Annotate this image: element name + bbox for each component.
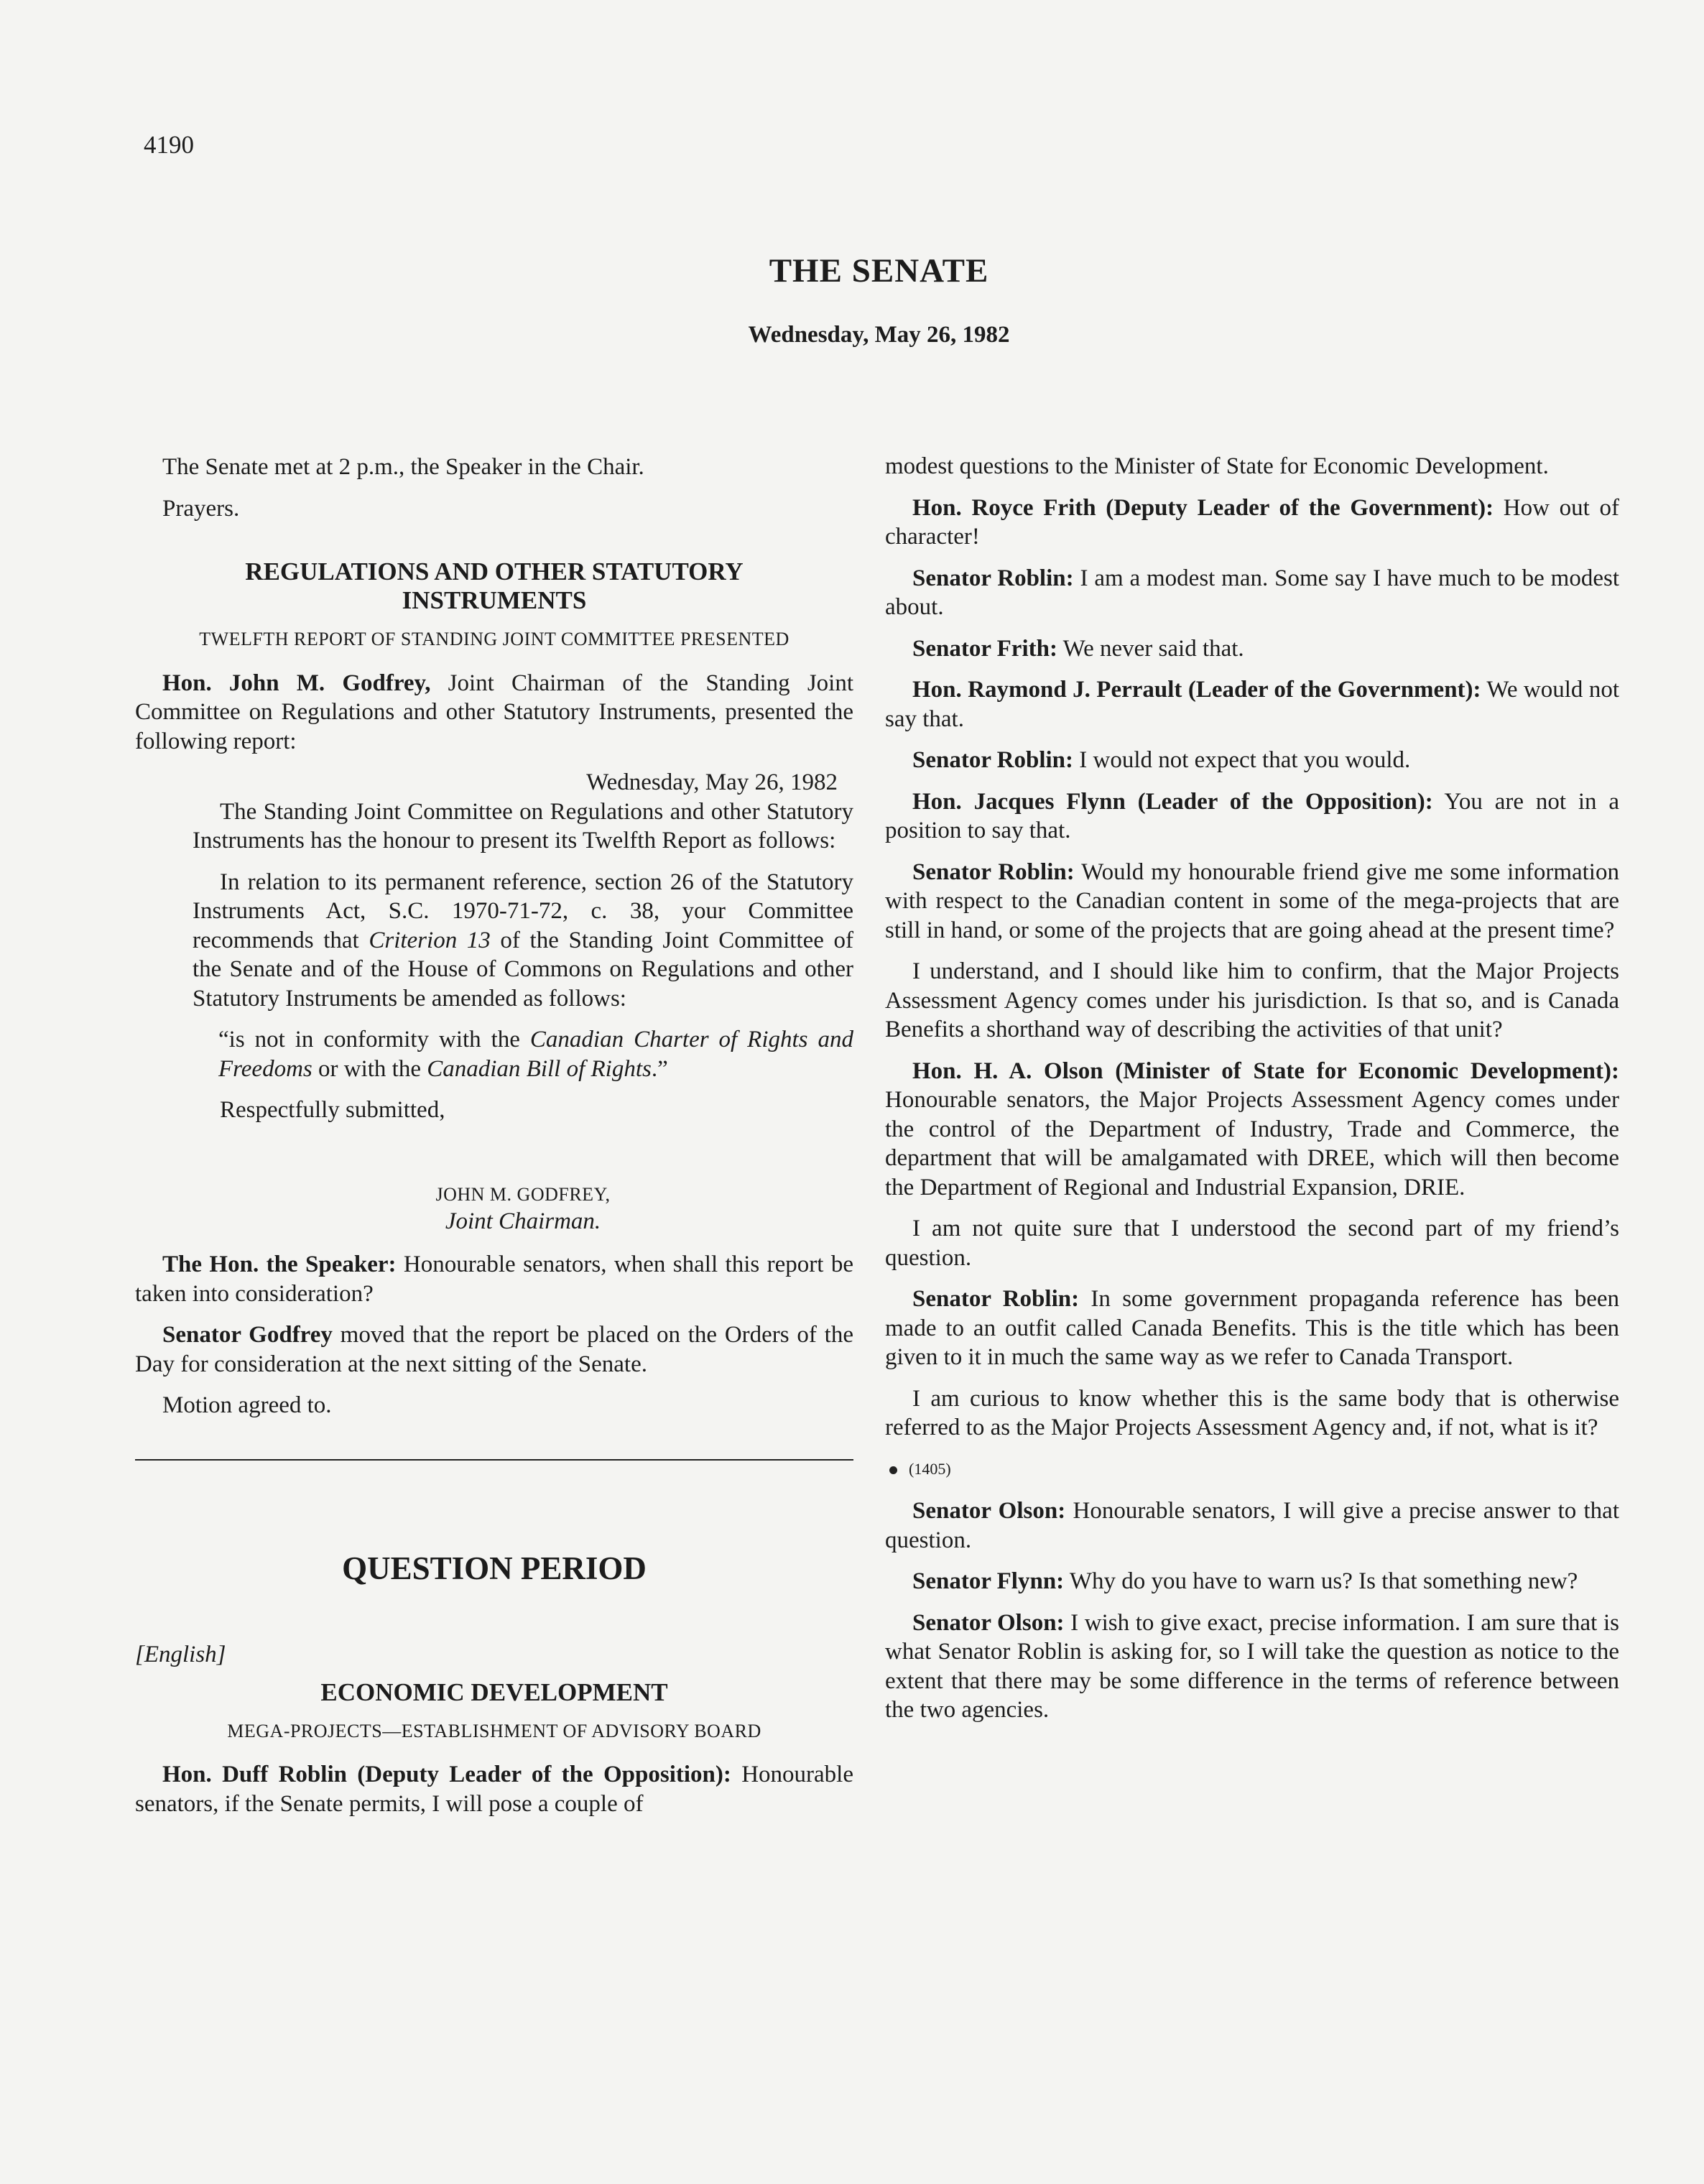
speech-text: moved that the report be placed on the Orders of the Day for consideration at the next sitting of the Senate. bbox=[135, 1322, 853, 1377]
speaker-name: Senator Frith: bbox=[912, 635, 1057, 662]
section-subheading-report: TWELFTH REPORT OF STANDING JOINT COMMITTEE PRESENTED bbox=[199, 629, 790, 649]
speaker-name: Senator Olson: bbox=[912, 1498, 1066, 1524]
report-date: Wednesday, May 26, 1982 bbox=[586, 769, 838, 795]
speaker-name: Senator Roblin: bbox=[912, 859, 1075, 885]
motion-agreed: Motion agreed to. bbox=[162, 1392, 332, 1418]
criterion-reference: Criterion 13 bbox=[369, 927, 491, 953]
godfrey-motion-paragraph bbox=[135, 1320, 853, 1379]
bullet-icon bbox=[889, 1466, 897, 1474]
quote-text: “is not in conformity with the bbox=[218, 1027, 530, 1052]
roblin-paragraph bbox=[885, 564, 1619, 622]
speech-text: Honourable senators, I will give a precise answer to that question. bbox=[885, 1498, 1619, 1553]
time-marker bbox=[885, 1455, 1619, 1484]
time-stamp: (1405) bbox=[909, 1459, 951, 1478]
quote-paragraph bbox=[218, 1025, 853, 1083]
roblin-paragraph bbox=[885, 746, 1619, 775]
roblin-paragraph bbox=[885, 1285, 1619, 1372]
speech-text: We never said that. bbox=[1057, 635, 1244, 662]
speech-text: In some government propaganda reference has been made to an outfit called Canada Benefits. This is the title which has been given to it in much the same way as we refer to Canada Transport. bbox=[885, 1286, 1619, 1370]
speech-text: Honourable senators, if the Senate permits, I will pose a couple of bbox=[135, 1762, 853, 1817]
roblin-paragraph bbox=[885, 858, 1619, 945]
roblin-paragraph-continued: I understand, and I should like him to confirm, that the Major Projects Assessment Agency comes under his jurisdiction. Is that so, and is Canada Benefits a shorthand way of describing the activities of that unit? bbox=[885, 958, 1619, 1042]
signatory-title: Joint Chairman. bbox=[445, 1208, 601, 1234]
speech-text: I would not expect that you would. bbox=[1073, 747, 1411, 773]
report-body bbox=[135, 797, 853, 1014]
section-heading-regulations: REGULATIONS AND OTHER STATUTORY INSTRUMENTS bbox=[245, 557, 744, 614]
language-marker: [English] bbox=[135, 1642, 226, 1667]
amendment-quote bbox=[135, 1025, 853, 1083]
olson-paragraph bbox=[885, 1609, 1619, 1725]
speaker-name: The Hon. the Speaker: bbox=[162, 1251, 397, 1277]
speaker-name: Senator Roblin: bbox=[912, 1286, 1080, 1312]
frith-paragraph bbox=[885, 494, 1619, 552]
section-subheading-megaprojects: MEGA-PROJECTS—ESTABLISHMENT OF ADVISORY BOARD bbox=[227, 1720, 761, 1741]
speech-text: Honourable senators, when shall this report be taken into consideration? bbox=[135, 1251, 853, 1307]
section-divider bbox=[135, 1459, 853, 1461]
speaker-paragraph bbox=[135, 1250, 853, 1308]
respectfully-submitted: Respectfully submitted, bbox=[220, 1097, 445, 1123]
page-number: 4190 bbox=[144, 131, 194, 159]
section-heading-economic: ECONOMIC DEVELOPMENT bbox=[320, 1678, 668, 1706]
speaker-name: Senator Roblin: bbox=[912, 565, 1074, 591]
roblin-paragraph bbox=[135, 1760, 853, 1818]
olson-paragraph bbox=[885, 1496, 1619, 1555]
left-column bbox=[135, 453, 853, 1831]
quote-text: .” bbox=[651, 1055, 668, 1082]
speaker-name: Hon. Royce Frith (Deputy Leader of the Government): bbox=[912, 494, 1494, 521]
speech-text: I am a modest man. Some say I have much to be modest about. bbox=[885, 565, 1619, 620]
speaker-name: Senator Godfrey bbox=[162, 1322, 333, 1348]
report-closing bbox=[135, 1096, 853, 1125]
speaker-name: Senator Flynn: bbox=[912, 1568, 1065, 1594]
frith-paragraph bbox=[885, 634, 1619, 664]
signatory-name: JOHN M. GODFREY, bbox=[435, 1183, 611, 1205]
speaker-name: Hon. Raymond J. Perrault (Leader of the Government): bbox=[912, 677, 1481, 703]
charter-title: Canadian Charter of Rights and Freedoms bbox=[218, 1027, 853, 1082]
flynn-paragraph bbox=[885, 787, 1619, 846]
bill-of-rights-title: Canadian Bill of Rights bbox=[427, 1055, 652, 1082]
speaker-name: Senator Olson: bbox=[912, 1609, 1065, 1636]
quote-text: or with the bbox=[312, 1055, 427, 1082]
speech-text: How out of character! bbox=[885, 494, 1619, 550]
report-paragraph bbox=[193, 868, 853, 1014]
report-text: of the Standing Joint Committee of the Senate and of the House of Commons on Regulations and other Statutory Instruments be amended as follows: bbox=[193, 927, 853, 1012]
godfrey-paragraph bbox=[135, 669, 853, 756]
speech-text: Would my honourable friend give me some information with respect to the Canadian content in some of the mega-projects that are still in hand, or some of the projects that are going ahead at the present time? bbox=[885, 859, 1619, 943]
report-text: In relation to its permanent reference, section 26 of the Statutory Instruments Act, S.C. 1970-71-72, c. 38, your Committee recommends that bbox=[193, 869, 853, 953]
signature-block bbox=[135, 1183, 853, 1236]
continued-paragraph: modest questions to the Minister of State for Economic Development. bbox=[885, 453, 1549, 479]
page-title: THE SENATE bbox=[769, 252, 989, 290]
speech-text: Honourable senators, the Major Projects Assessment Agency comes under the control of the Department of Industry, Trade and Commerce, the department that will be amalgamated with DREE, which will then become the Department of Regional and Industrial Expansion, DRIE. bbox=[885, 1087, 1619, 1200]
question-period-heading: QUESTION PERIOD bbox=[342, 1550, 647, 1586]
speech-text: I wish to give exact, precise information. I am sure that is what Senator Roblin is asking for, so I will take the question as notice to the extent that there may be some difference in the terms of reference between the two agencies. bbox=[885, 1609, 1619, 1723]
speech-text: Why do you have to warn us? Is that something new? bbox=[1064, 1568, 1578, 1594]
speech-text: We would not say that. bbox=[885, 677, 1620, 732]
prayers: Prayers. bbox=[162, 495, 240, 522]
speaker-name: Hon. Duff Roblin (Deputy Leader of the Opposition): bbox=[162, 1762, 731, 1787]
opening-statement: The Senate met at 2 p.m., the Speaker in the Chair. bbox=[162, 454, 644, 480]
speaker-name: Senator Roblin: bbox=[912, 747, 1074, 773]
sitting-date: Wednesday, May 26, 1982 bbox=[748, 322, 1010, 348]
flynn-paragraph bbox=[885, 1567, 1619, 1596]
speaker-name: Hon. H. A. Olson (Minister of State for Economic Development): bbox=[912, 1058, 1619, 1084]
right-column bbox=[885, 453, 1619, 1737]
speech-text: You are not in a position to say that. bbox=[885, 788, 1619, 843]
perrault-paragraph bbox=[885, 675, 1619, 734]
report-paragraph: The Standing Joint Committee on Regulations and other Statutory Instruments has the honour to present its Twelfth Report as follows: bbox=[193, 798, 853, 853]
olson-paragraph-continued: I am not quite sure that I understood the second part of my friend’s question. bbox=[885, 1216, 1619, 1271]
speaker-name: Hon. Jacques Flynn (Leader of the Opposition): bbox=[912, 788, 1433, 815]
roblin-paragraph-continued: I am curious to know whether this is the same body that is otherwise referred to as the Major Projects Assessment Agency and, if not, what is it? bbox=[885, 1385, 1619, 1440]
olson-paragraph bbox=[885, 1057, 1619, 1203]
speech-text: Joint Chairman of the Standing Joint Committee on Regulations and other Statutory Instruments, presented the following report: bbox=[135, 670, 853, 754]
speaker-name: Hon. John M. Godfrey, bbox=[162, 670, 431, 696]
